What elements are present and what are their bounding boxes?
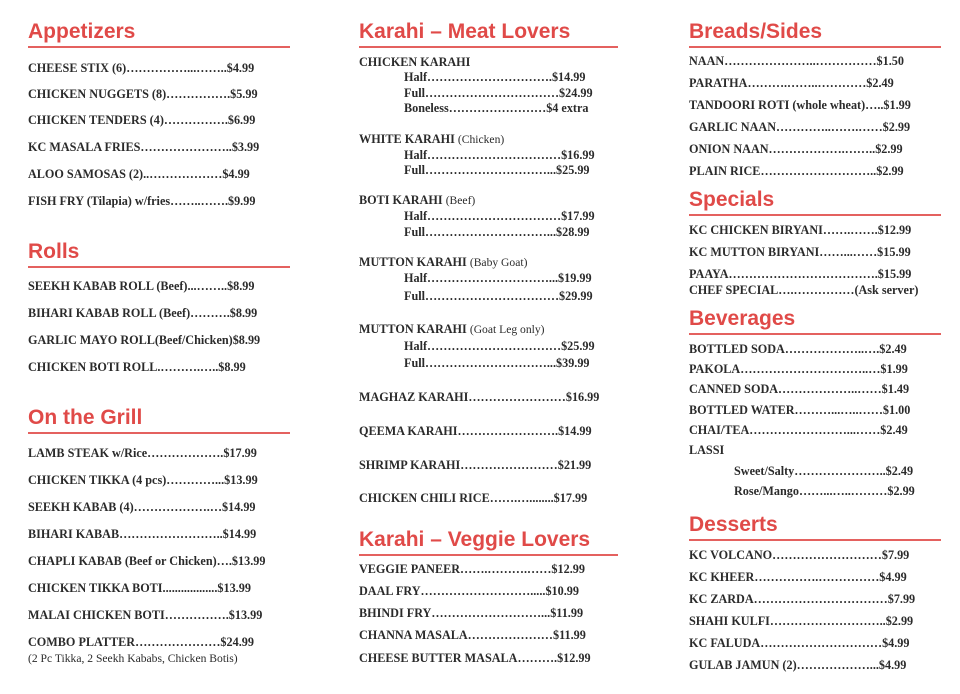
menu-item: CHAPLI KABAB (Beef or Chicken)….$13.99 bbox=[28, 554, 266, 568]
menu-item: CHICKEN BOTI ROLL.……….…..$8.99 bbox=[28, 360, 246, 374]
menu-subitem: Half……………………………$16.99 bbox=[404, 148, 595, 162]
menu-subitem: Half……………………………$25.99 bbox=[404, 339, 595, 353]
menu-item: MAGHAZ KARAHI……………………$16.99 bbox=[359, 390, 600, 404]
menu-item: BIHARI KABAB ROLL (Beef)……….$8.99 bbox=[28, 306, 258, 320]
menu-item: CHEESE STIX (6)……………...……..$4.99 bbox=[28, 61, 255, 75]
menu-item: CHEF SPECIAL….……………(Ask server) bbox=[689, 283, 919, 297]
section-rolls bbox=[28, 240, 290, 374]
section-karahi-meat bbox=[359, 20, 618, 505]
menu-item: CHICKEN TIKKA BOTI..................$13.99 bbox=[28, 581, 251, 595]
menu-item: DAAL FRY……………………….....$10.99 bbox=[359, 584, 579, 598]
section-beverages bbox=[689, 307, 941, 498]
menu-item: TANDOORI ROTI (whole wheat)…..$1.99 bbox=[689, 98, 911, 112]
menu-item: CHICKEN CHILI RICE…….…........$17.99 bbox=[359, 491, 588, 505]
menu-item: KC CHICKEN BIRYANI…….…….$12.99 bbox=[689, 223, 912, 237]
item-note: (Goat Leg only) bbox=[469, 323, 545, 336]
menu-item: GARLIC MAYO ROLL(Beef/Chicken)$8.99 bbox=[28, 333, 261, 347]
section-desserts bbox=[689, 513, 941, 672]
menu-item: COMBO PLATTER…………………$24.99 bbox=[28, 635, 254, 649]
section-appetizers bbox=[28, 20, 290, 208]
menu-item: GARLIC NAAN…………..…….……$2.99 bbox=[689, 120, 911, 134]
menu-item bbox=[359, 322, 618, 337]
menu-item: BHINDI FRY………………………...$11.99 bbox=[359, 606, 584, 620]
item-note: (Chicken) bbox=[457, 133, 505, 146]
combo-note: (2 Pc Tikka, 2 Seekh Kababs, Chicken Botis) bbox=[28, 652, 238, 665]
menu-subitem: Full……………………………$29.99 bbox=[404, 289, 593, 303]
menu-subitem: Half…………………………...$19.99 bbox=[404, 271, 592, 285]
menu-item: CHEESE BUTTER MASALA……….$12.99 bbox=[359, 651, 591, 665]
menu-item: CHICKEN KARAHI bbox=[359, 55, 471, 69]
menu-subitem: Sweet/Salty…………………..$2.49 bbox=[734, 464, 914, 478]
menu-item: KC MASALA FRIES…………………..$3.99 bbox=[28, 140, 260, 154]
item-name: MUTTON KARAHI bbox=[359, 322, 467, 336]
menu-item: BIHARI KABAB……………………..$14.99 bbox=[28, 527, 257, 541]
menu-item: SEEKH KABAB ROLL (Beef)...……..$8.99 bbox=[28, 279, 255, 293]
menu-item: SHRIMP KARAHI……………………$21.99 bbox=[359, 458, 592, 472]
section-title-rolls: Rolls bbox=[28, 240, 290, 268]
section-title-grill: On the Grill bbox=[28, 406, 290, 434]
menu-item: PLAIN RICE………………………..$2.99 bbox=[689, 164, 904, 178]
menu-item: CHICKEN TIKKA (4 pcs)…………...$13.99 bbox=[28, 473, 258, 487]
menu-item: BOTTLED SODA………………..….$2.49 bbox=[689, 342, 907, 356]
menu-item: ONION NAAN……………….……..$2.99 bbox=[689, 142, 903, 156]
section-title-appetizers: Appetizers bbox=[28, 20, 290, 48]
section-title-desserts: Desserts bbox=[689, 513, 941, 541]
section-specials bbox=[689, 188, 941, 297]
section-title-karahi-veggie: Karahi – Veggie Lovers bbox=[359, 528, 618, 556]
menu-subitem: Half………………………….$14.99 bbox=[404, 70, 586, 84]
menu-subitem: Full……………………………$24.99 bbox=[404, 86, 593, 100]
menu-subitem: Rose/Mango……...…..………$2.99 bbox=[734, 484, 915, 498]
menu-item: MALAI CHICKEN BOTI…………….$13.99 bbox=[28, 608, 263, 622]
menu-item bbox=[359, 255, 618, 270]
item-name: WHITE KARAHI bbox=[359, 132, 455, 146]
item-name: MUTTON KARAHI bbox=[359, 255, 467, 269]
menu-item: BOTTLED WATER………...…..……$1.00 bbox=[689, 403, 911, 417]
menu-item: FISH FRY (Tilapia) w/fries……..…….$9.99 bbox=[28, 194, 256, 208]
menu-item: KC FALUDA…………………………$4.99 bbox=[689, 636, 910, 650]
menu-item: CHICKEN NUGGETS (8)…………….$5.99 bbox=[28, 87, 258, 101]
menu-item bbox=[359, 132, 618, 147]
menu-item: PAAYA……………………………….$15.99 bbox=[689, 267, 912, 281]
menu-item: ALOO SAMOSAS (2)..………………$4.99 bbox=[28, 167, 250, 181]
item-note: (Beef) bbox=[445, 194, 476, 207]
section-grill bbox=[28, 406, 290, 665]
menu-item: LASSI bbox=[689, 443, 725, 457]
menu-item: KC MUTTON BIRYANI……...……$15.99 bbox=[689, 245, 911, 259]
menu-item: CANNED SODA………………..……$1.49 bbox=[689, 382, 910, 396]
menu-item: CHAI/TEA……………………...……$2.49 bbox=[689, 423, 908, 437]
section-title-specials: Specials bbox=[689, 188, 941, 216]
menu-item: CHANNA MASALA…………………$11.99 bbox=[359, 628, 586, 642]
item-name: BOTI KARAHI bbox=[359, 193, 443, 207]
menu-item: PARATHA……….……..…………$2.49 bbox=[689, 76, 894, 90]
menu-subitem: Boneless……………………$4 extra bbox=[404, 101, 589, 115]
menu-item: PAKOLA…………………………..…$1.99 bbox=[689, 362, 908, 376]
section-breads bbox=[689, 20, 941, 178]
menu-subitem: Full…………………………...$39.99 bbox=[404, 356, 590, 370]
menu-subitem: Half……………………………$17.99 bbox=[404, 209, 595, 223]
menu-item: SEEKH KABAB (4)……………….…$14.99 bbox=[28, 500, 256, 514]
menu-item: KC KHEER…………….……………$4.99 bbox=[689, 570, 907, 584]
section-karahi-veggie bbox=[359, 528, 618, 665]
menu-item: GULAB JAMUN (2)………………...$4.99 bbox=[689, 658, 907, 672]
menu-item: SHAHI KULFI………………………..$2.99 bbox=[689, 614, 914, 628]
menu-item bbox=[359, 193, 618, 208]
menu-item: CHICKEN TENDERS (4)…………….$6.99 bbox=[28, 113, 256, 127]
menu-item: LAMB STEAK w/Rice……………….$17.99 bbox=[28, 446, 257, 460]
menu-item: KC ZARDA……………………………$7.99 bbox=[689, 592, 916, 606]
menu-subitem: Full…………………………...$28.99 bbox=[404, 225, 590, 239]
section-title-karahi-meat: Karahi – Meat Lovers bbox=[359, 20, 618, 48]
menu-item: QEEMA KARAHI…………………….$14.99 bbox=[359, 424, 592, 438]
item-note: (Baby Goat) bbox=[469, 256, 528, 269]
menu-item: NAAN…………………..……………$1.50 bbox=[689, 54, 904, 68]
menu-subitem: Full…………………………...$25.99 bbox=[404, 163, 590, 177]
menu-item: KC VOLCANO………………………$7.99 bbox=[689, 548, 910, 562]
menu-item: VEGGIE PANEER…….……….……$12.99 bbox=[359, 562, 585, 576]
section-title-beverages: Beverages bbox=[689, 307, 941, 335]
section-title-breads: Breads/Sides bbox=[689, 20, 941, 48]
